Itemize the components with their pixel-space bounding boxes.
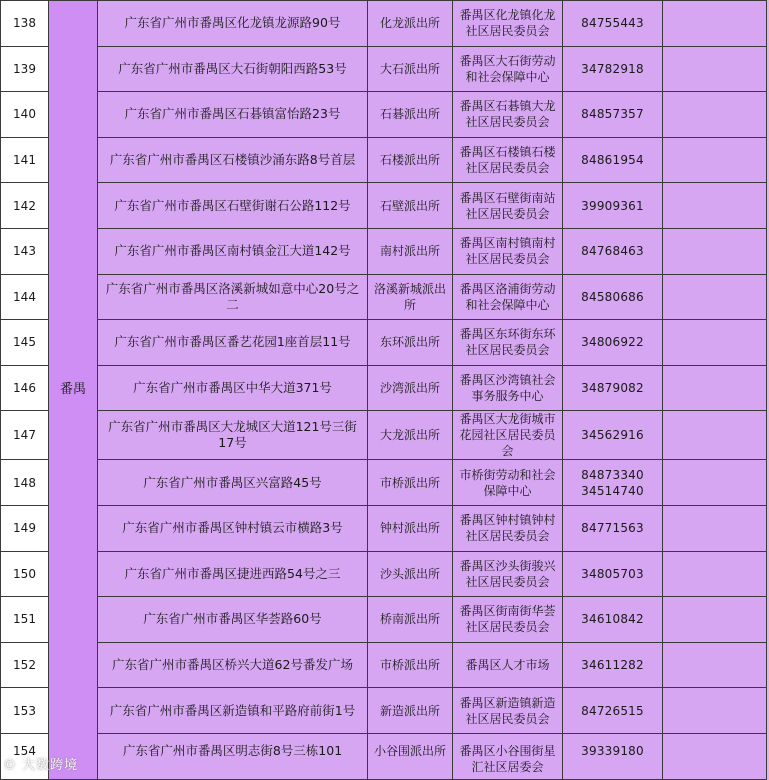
district-cell: 番禺 [49, 1, 98, 780]
phone-cell: 34610842 [563, 597, 663, 643]
row-number: 153 [1, 688, 49, 734]
station-cell: 桥南派出所 [368, 597, 453, 643]
empty-cell [663, 505, 767, 551]
station-cell: 市桥派出所 [368, 460, 453, 506]
empty-cell [663, 183, 767, 229]
station-cell: 东环派出所 [368, 320, 453, 366]
address-cell: 广东省广州市番禺区洛溪新城如意中心20号之二 [98, 274, 368, 320]
station-cell: 南村派出所 [368, 228, 453, 274]
committee-cell: 番禺区人才市场 [453, 642, 563, 688]
address-cell: 广东省广州市番禺区石碁镇富怡路23号 [98, 92, 368, 138]
table-row [1, 228, 767, 274]
empty-cell [663, 320, 767, 366]
address-cell: 广东省广州市番禺区新造镇和平路府前街1号 [98, 688, 368, 734]
station-cell: 钟村派出所 [368, 505, 453, 551]
address-cell: 广东省广州市番禺区兴富路45号 [98, 460, 368, 506]
station-cell: 小谷围派出所 [368, 733, 453, 779]
row-number: 139 [1, 46, 49, 92]
table-row [1, 1, 767, 47]
row-number: 141 [1, 137, 49, 183]
committee-cell: 番禺区石碁镇大龙社区居民委员会 [453, 92, 563, 138]
phone-cell: 34805703 [563, 551, 663, 597]
station-cell: 大龙派出所 [368, 411, 453, 460]
table-row [1, 733, 767, 779]
table-row [1, 505, 767, 551]
table-row [1, 688, 767, 734]
empty-cell [663, 228, 767, 274]
table-row [1, 460, 767, 506]
table-row [1, 597, 767, 643]
empty-cell [663, 1, 767, 47]
station-cell: 洛溪新城派出所 [368, 274, 453, 320]
phone-cell [563, 460, 663, 506]
empty-cell [663, 274, 767, 320]
phone-cell: 34879082 [563, 365, 663, 411]
committee-cell: 番禺区沙头街骏兴社区居民委员会 [453, 551, 563, 597]
committee-cell: 番禺区洛浦街劳动和社会保障中心 [453, 274, 563, 320]
table-row [1, 183, 767, 229]
committee-cell: 番禺区石壁街南站社区居民委员会 [453, 183, 563, 229]
table-row [1, 642, 767, 688]
empty-cell [663, 642, 767, 688]
phone-cell: 84755443 [563, 1, 663, 47]
row-number: 147 [1, 411, 49, 460]
row-number: 152 [1, 642, 49, 688]
row-number: 144 [1, 274, 49, 320]
address-cell: 广东省广州市番禺区华荟路60号 [98, 597, 368, 643]
empty-cell [663, 551, 767, 597]
committee-cell: 市桥街劳动和社会保障中心 [453, 460, 563, 506]
address-cell: 广东省广州市番禺区明志街8号三栋101 [98, 733, 368, 779]
station-cell: 沙湾派出所 [368, 365, 453, 411]
row-number: 143 [1, 228, 49, 274]
station-cell: 新造派出所 [368, 688, 453, 734]
station-cell: 大石派出所 [368, 46, 453, 92]
committee-cell: 番禺区东环街东环社区居民委员会 [453, 320, 563, 366]
empty-cell [663, 597, 767, 643]
table-row [1, 274, 767, 320]
empty-cell [663, 46, 767, 92]
phone-cell: 39339180 [563, 733, 663, 779]
phone-cell: 84580686 [563, 274, 663, 320]
row-number: 151 [1, 597, 49, 643]
address-cell: 广东省广州市番禺区大石街朝阳西路53号 [98, 46, 368, 92]
row-number: 145 [1, 320, 49, 366]
phone-line-secondary: 34514740 [581, 483, 644, 498]
table-row [1, 551, 767, 597]
table-row [1, 365, 767, 411]
station-cell: 石楼派出所 [368, 137, 453, 183]
row-number: 150 [1, 551, 49, 597]
phone-line: 84873340 [581, 467, 644, 482]
committee-cell: 番禺区新造镇新造社区居民委员会 [453, 688, 563, 734]
row-number: 148 [1, 460, 49, 506]
committee-cell: 番禺区街南街华荟社区居民委员会 [453, 597, 563, 643]
table-row [1, 320, 767, 366]
committee-cell: 番禺区南村镇南村社区居民委员会 [453, 228, 563, 274]
station-cell: 石碁派出所 [368, 92, 453, 138]
station-cell: 化龙派出所 [368, 1, 453, 47]
watermark: © 大数跨境 [3, 758, 79, 773]
address-cell: 广东省广州市番禺区石楼镇沙涌东路8号首层 [98, 137, 368, 183]
empty-cell [663, 733, 767, 779]
empty-cell [663, 365, 767, 411]
address-cell: 广东省广州市番禺区钟村镇云市横路3号 [98, 505, 368, 551]
phone-cell: 84861954 [563, 137, 663, 183]
table-row [1, 137, 767, 183]
phone-cell: 34611282 [563, 642, 663, 688]
phone-cell: 84726515 [563, 688, 663, 734]
address-cell: 广东省广州市番禺区捷进西路54号之三 [98, 551, 368, 597]
committee-cell: 番禺区大石街劳动和社会保障中心 [453, 46, 563, 92]
committee-cell: 番禺区沙湾镇社会事务服务中心 [453, 365, 563, 411]
row-number: 142 [1, 183, 49, 229]
empty-cell [663, 411, 767, 460]
empty-cell [663, 137, 767, 183]
empty-cell [663, 92, 767, 138]
address-cell: 广东省广州市番禺区桥兴大道62号番发广场 [98, 642, 368, 688]
phone-cell: 84857357 [563, 92, 663, 138]
phone-cell: 34806922 [563, 320, 663, 366]
station-cell: 石壁派出所 [368, 183, 453, 229]
phone-cell: 84768463 [563, 228, 663, 274]
phone-cell: 84771563 [563, 505, 663, 551]
address-cell: 广东省广州市番禺区化龙镇龙源路90号 [98, 1, 368, 47]
phone-cell: 34782918 [563, 46, 663, 92]
committee-cell: 番禺区石楼镇石楼社区居民委员会 [453, 137, 563, 183]
row-number: 154 [1, 733, 49, 779]
address-cell: 广东省广州市番禺区中华大道371号 [98, 365, 368, 411]
phone-cell: 39909361 [563, 183, 663, 229]
empty-cell [663, 688, 767, 734]
row-number: 149 [1, 505, 49, 551]
row-number: 138 [1, 1, 49, 47]
empty-cell [663, 460, 767, 506]
row-number: 146 [1, 365, 49, 411]
address-cell: 广东省广州市番禺区南村镇金江大道142号 [98, 228, 368, 274]
station-cell: 沙头派出所 [368, 551, 453, 597]
row-number: 140 [1, 92, 49, 138]
table-row [1, 92, 767, 138]
address-cell: 广东省广州市番禺区番艺花园1座首层11号 [98, 320, 368, 366]
table-row [1, 46, 767, 92]
committee-cell: 番禺区小谷围街星汇社区居委会 [453, 733, 563, 779]
phone-cell: 34562916 [563, 411, 663, 460]
committee-cell: 番禺区钟村镇钟村社区居民委员会 [453, 505, 563, 551]
address-cell: 广东省广州市番禺区大龙城区大道121号三街17号 [98, 411, 368, 460]
committee-cell: 番禺区大龙街城市花园社区居民委员会 [453, 411, 563, 460]
station-cell: 市桥派出所 [368, 642, 453, 688]
table-row [1, 411, 767, 460]
committee-cell: 番禺区化龙镇化龙社区居民委员会 [453, 1, 563, 47]
address-cell: 广东省广州市番禺区石壁街谢石公路112号 [98, 183, 368, 229]
